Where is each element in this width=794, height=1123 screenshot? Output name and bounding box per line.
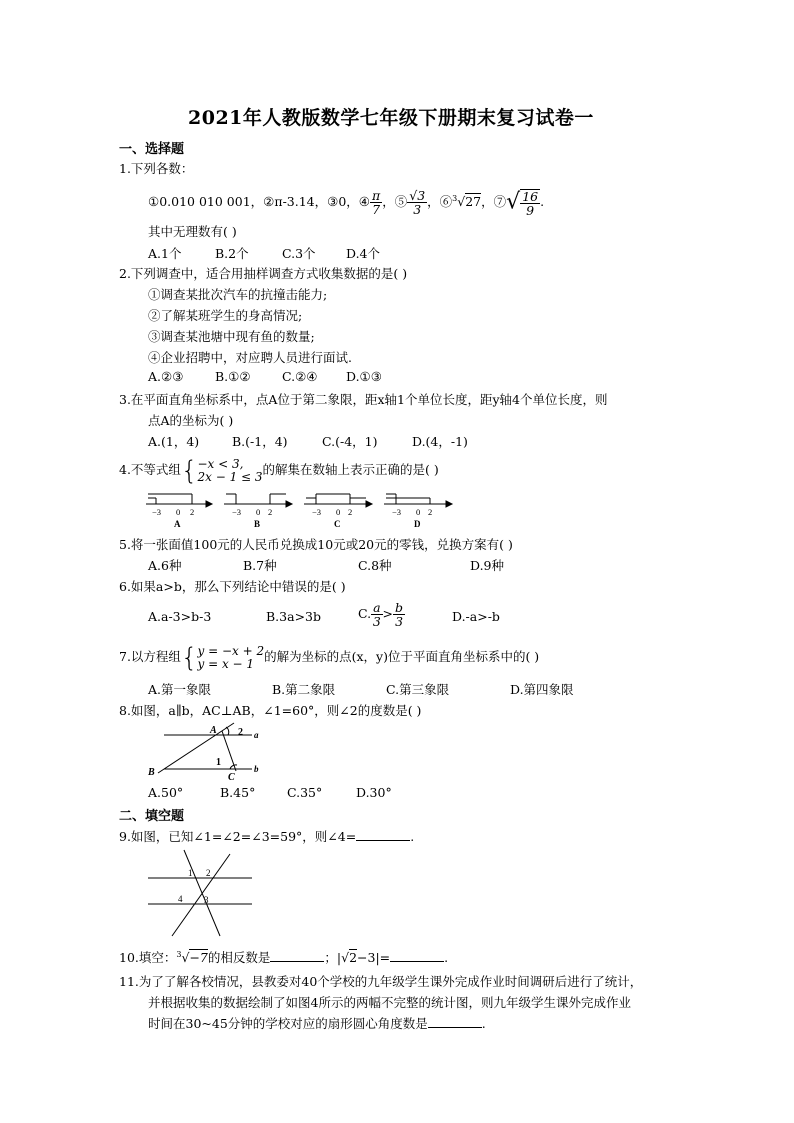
q6-option-c[interactable]: C. $\frac{a}{3}$ > $\frac{b}{3}$ xyxy=(358,599,404,629)
q4-c-tick-2: 2 xyxy=(348,507,353,517)
q8-label-a-point: A xyxy=(210,725,217,736)
q10-answer-blank-1[interactable] xyxy=(270,949,324,962)
q4-b-tick-0: 0 xyxy=(256,507,261,517)
q7-option-d[interactable]: D.第四象限 xyxy=(510,682,574,697)
q4-option-d-label: D xyxy=(414,519,421,529)
q8-label-angle1: 1 xyxy=(216,757,221,768)
q8-label-line-a: a xyxy=(254,730,259,740)
q8-label-b-point: B xyxy=(148,767,155,778)
q9-stem: 9.如图，已知∠1=∠2=∠3=59°，则∠4= . xyxy=(119,829,415,844)
q1-question: 其中无理数有( ) xyxy=(148,224,237,239)
q2-option-c[interactable]: C.②④ xyxy=(282,369,318,384)
q8-label-line-b: b xyxy=(254,764,259,774)
q4-inequality-system: −x < 3, 2x − 1 ≤ 3 xyxy=(197,456,263,484)
q1-option-c[interactable]: C.3个 xyxy=(282,246,316,261)
q5-option-a[interactable]: A.6种 xyxy=(148,558,182,573)
q7-option-b[interactable]: B.第二象限 xyxy=(272,682,336,697)
section-heading-fill: 二、填空题 xyxy=(119,809,185,824)
q6-c-frac-a: $\frac{a}{3}$ xyxy=(372,599,381,629)
q5-option-c[interactable]: C.8种 xyxy=(358,558,392,573)
q8-stem: 8.如图，a∥b，AC⊥AB，∠1=60°，则∠2的度数是( ) xyxy=(119,703,422,718)
q8-label-c-point: C xyxy=(228,772,235,781)
q1-cbrt-index: 3 xyxy=(452,194,458,203)
q4-option-a-label: A xyxy=(174,519,181,529)
q1-number-list: ①0.010 010 001，②π-3.14，③0，④ $\frac{\pi}{7}$ ，⑤ $\frac{√3}{3}$ ，⑥$^3$√27，⑦√ $\frac{16}{9}$ . xyxy=(148,188,545,218)
q11-line3: 时间在30~45分钟的学校对应的扇形圆心角度数是 . xyxy=(148,1016,486,1031)
q8-option-d[interactable]: D.30° xyxy=(356,785,392,800)
q6-option-d[interactable]: D.-a>-b xyxy=(452,609,500,624)
q4-a-tick-2: 2 xyxy=(190,507,195,517)
q1-frac-sqrt3-3: $\frac{√3}{3}$ xyxy=(409,188,426,218)
q6-c-frac-b: $\frac{b}{3}$ xyxy=(395,599,404,629)
q7-option-a[interactable]: A.第一象限 xyxy=(148,682,212,697)
q2-item-2: ②了解某班学生的身高情况; xyxy=(148,308,303,323)
q4-b-tick-neg3: −3 xyxy=(232,507,242,517)
q1-option-a[interactable]: A.1个 xyxy=(148,246,182,261)
q11-line2: 并根据收集的数据绘制了如图4所示的两幅不完整的统计图，则九年级学生课外完成作业 xyxy=(148,995,631,1010)
q8-option-a[interactable]: A.50° xyxy=(148,785,184,800)
q10-sqrt: √2 xyxy=(341,950,358,965)
q2-stem: 2.下列调查中，适合用抽样调查方式收集数据的是( ) xyxy=(119,266,408,281)
q1-item1: ①0.010 010 001，②π-3.14，③0，④ xyxy=(148,194,370,210)
q3-option-d[interactable]: D.(4，-1) xyxy=(412,434,468,449)
q8-option-b[interactable]: B.45° xyxy=(220,785,256,800)
q8-option-c[interactable]: C.35° xyxy=(287,785,323,800)
q3-option-c[interactable]: C.(-4，1) xyxy=(322,434,378,449)
q6-stem: 6.如果a>b，那么下列结论中错误的是( ) xyxy=(119,579,346,594)
q2-item-1: ①调查某批次汽车的抗撞击能力; xyxy=(148,287,328,302)
q4-d-tick-2: 2 xyxy=(428,507,433,517)
q1-stem: 1.下列各数： xyxy=(119,161,194,176)
q2-option-d[interactable]: D.①③ xyxy=(346,369,382,384)
q11-line1: 11.为了了解各校情况，县教委对40个学校的九年级学生课外完成作业时间调研后进行了统计， xyxy=(119,974,643,989)
q9-label-1: 1 xyxy=(188,868,193,878)
q7-stem: 7.以方程组{ y = −x + 2 y = x − 1 的解为坐标的点(x，y)位于平面直角坐标系中的( ) xyxy=(119,642,540,673)
q4-a-tick-0: 0 xyxy=(176,507,181,517)
q6-option-a[interactable]: A.a-3>b-3 xyxy=(148,609,212,624)
q4-number-line-figures xyxy=(140,488,460,530)
q10-cbrt: √−7 xyxy=(181,950,208,965)
q7-brace: { xyxy=(180,642,198,673)
q9-lines-figure xyxy=(146,848,256,938)
q11-answer-blank[interactable] xyxy=(428,1015,482,1028)
q10-answer-blank-2[interactable] xyxy=(390,949,444,962)
q9-label-3: 3 xyxy=(204,895,209,905)
q4-d-tick-neg3: −3 xyxy=(392,507,402,517)
q2-option-a[interactable]: A.②③ xyxy=(148,369,184,384)
q4-c-tick-0: 0 xyxy=(336,507,341,517)
q10-stem: 10.填空：$^3$√−7的相反数是 ；|√2−3|= . xyxy=(119,949,449,965)
q2-item-3: ③调查某池塘中现有鱼的数量; xyxy=(148,329,315,344)
q9-label-4: 4 xyxy=(178,894,183,904)
q7-equation-system: y = −x + 2 y = x − 1 xyxy=(197,643,265,671)
page-title: 2021年人教版数学七年级下册期末复习试卷一 xyxy=(188,107,594,129)
q9-answer-blank[interactable] xyxy=(356,828,410,841)
q10-cbrt-index: 3 xyxy=(176,949,182,959)
q2-item-4: ④企业招聘中，对应聘人员进行面试. xyxy=(148,350,352,365)
q1-sqrt-frac: √ xyxy=(506,189,521,215)
q8-parallel-lines-figure xyxy=(144,721,269,781)
q1-cbrt-27: √27 xyxy=(457,194,482,210)
q3-option-a[interactable]: A.(1，4) xyxy=(148,434,200,449)
q1-frac-16-9: $\frac{16}{9}$ xyxy=(522,188,539,218)
q1-option-d[interactable]: D.4个 xyxy=(346,246,381,261)
q4-option-c-label: C xyxy=(334,519,341,529)
q2-option-b[interactable]: B.①② xyxy=(215,369,251,384)
q4-brace: { xyxy=(180,455,198,486)
q4-option-b-label: B xyxy=(254,519,261,529)
q4-a-tick-neg3: −3 xyxy=(152,507,162,517)
q1-frac-pi7: $\frac{\pi}{7}$ xyxy=(372,188,381,218)
q1-option-b[interactable]: B.2个 xyxy=(215,246,249,261)
q4-c-tick-neg3: −3 xyxy=(312,507,322,517)
q7-option-c[interactable]: C.第三象限 xyxy=(386,682,450,697)
q9-label-2: 2 xyxy=(206,868,211,878)
q5-stem: 5.将一张面值100元的人民币兑换成10元或20元的零钱，兑换方案有( ) xyxy=(119,537,513,552)
q5-option-b[interactable]: B.7种 xyxy=(243,558,277,573)
q8-label-angle2: 2 xyxy=(238,727,243,738)
q6-option-b[interactable]: B.3a>3b xyxy=(266,609,321,624)
q4-d-tick-0: 0 xyxy=(416,507,421,517)
q3-stem-line1: 3.在平面直角坐标系中，点A位于第二象限，距x轴1个单位长度，距y轴4个单位长度，则 xyxy=(119,392,608,407)
q4-stem: 4.不等式组{ −x < 3, 2x − 1 ≤ 3 的解集在数轴上表示正确的是( ) xyxy=(119,455,439,486)
q3-option-b[interactable]: B.(-1，4) xyxy=(232,434,288,449)
q3-stem-line2: 点A的坐标为( ) xyxy=(148,413,234,428)
q4-b-tick-2: 2 xyxy=(268,507,273,517)
q5-option-d[interactable]: D.9种 xyxy=(470,558,505,573)
section-heading-choice: 一、选择题 xyxy=(119,142,185,157)
